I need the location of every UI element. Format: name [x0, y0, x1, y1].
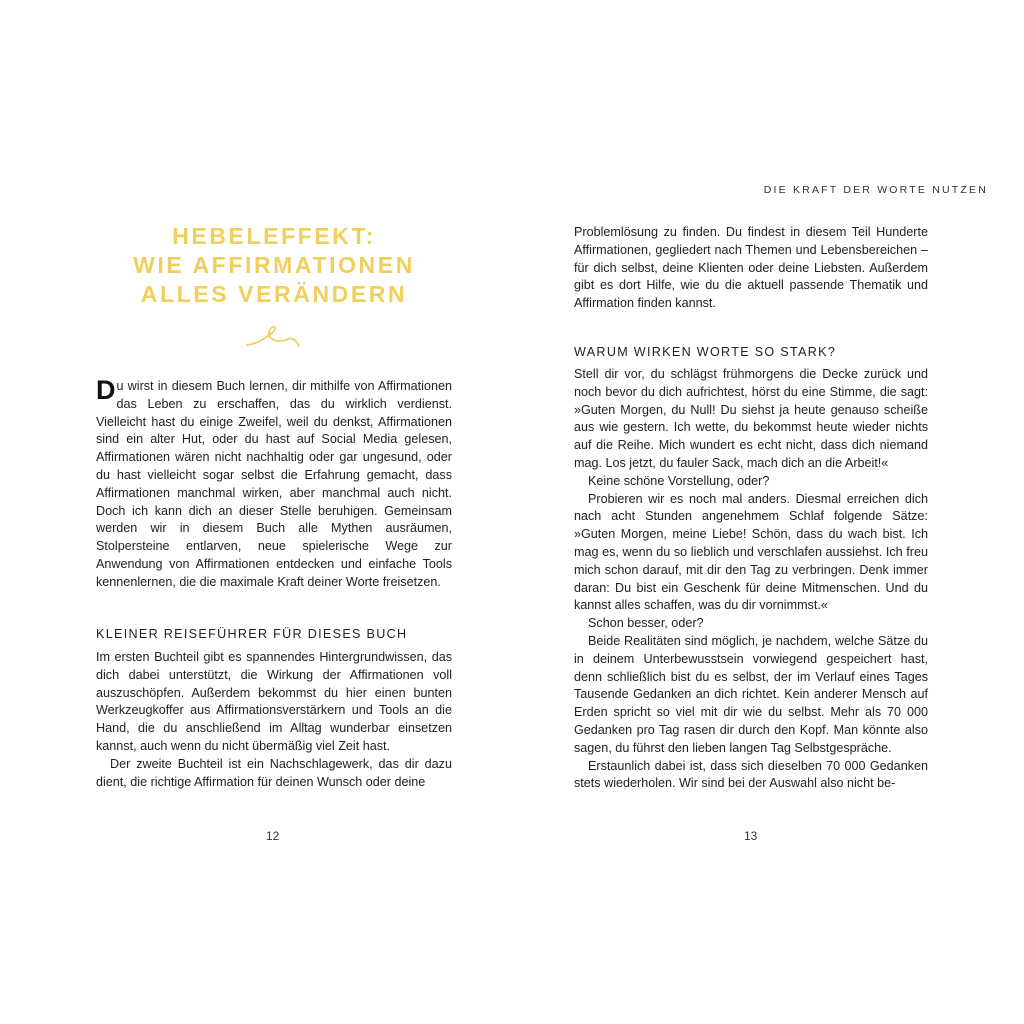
continuation-paragraph — [574, 224, 928, 313]
paragraph: Schon besser, oder? — [588, 616, 704, 631]
page-number-left: 12 — [266, 829, 280, 843]
intro-text: u wirst in diesem Buch lernen, dir mithilfe von Affirmationen das Leben zu erschaffen, das du wirklich verdienst. Vielleicht hast du einige Zweifel, weil du denkst, Affirmationen sind ein alter Hut, oder du hast auf Social Media gelesen, Affirmationen wären nicht nachhaltig oder gar ungesund, oder du hast vielleicht sogar selbst die Erfahrung gemacht, dass Affirmationen manchmal wirken, aber manchmal auch nicht. Doch ich kann dich an dieser Stelle beruhigen. Gemeinsam werden wir in diesem Buch alle Mythen ausräumen, Stolpersteine entlarven, neue spielerische Wege zur Anwendung von Affirmationen entdecken und einfache Tools kennenlernen, die die maximale Kraft deiner Worte freisetzen. — [96, 379, 452, 589]
drop-cap: D — [96, 375, 116, 405]
paragraph: Im ersten Buchteil gibt es spannendes Hintergrundwissen, das dich dabei unterstützt, die Wirkung der Affirmationen voll auszuschöpfen. Außerdem bekommst du hier einen bunten Werkzeugkoffer aus Affirmationsverstärkern und Tools an die Hand, die du anschließend im Alltag wunderbar einsetzen kannst, auch wenn du nicht übermäßig viel Zeit hast. — [96, 650, 452, 753]
paragraph: Beide Realitäten sind möglich, je nachdem, welche Sätze du in deinem Unterbewusstsein vorwiegend gespeichert hast, denn schließlich bist du es selbst, der im Verlauf eines Tages Tausende Gedanken an dich richtet. Kein anderer Mensch auf Erden spricht so viel mit dir wie du selbst. Mehr als 70 000 Gedanken pro Tag rasen dir durch den Kopf. Man könnte also sagen, du führst den lieben langen Tag Selbstgespräche. — [574, 633, 928, 755]
swirl-ornament-icon — [244, 322, 304, 352]
chapter-title — [96, 222, 452, 309]
chapter-title-line-3: ALLES VERÄNDERN — [140, 281, 408, 307]
right-page — [512, 0, 1024, 1024]
section-heading-worte: WARUM WIRKEN WORTE SO STARK? — [574, 345, 837, 359]
chapter-title-line-2: WIE AFFIRMATIONEN — [133, 252, 415, 278]
section-body-left — [96, 649, 452, 791]
section-body-right — [574, 366, 928, 793]
running-header: DIE KRAFT DER WORTE NUTZEN — [763, 184, 988, 196]
intro-paragraph — [96, 375, 452, 592]
paragraph: Der zweite Buchteil ist ein Nachschlagewerk, das dir dazu dient, die richtige Affirmation für deinen Wunsch oder deine — [96, 756, 452, 789]
paragraph: Erstaunlich dabei ist, dass sich dieselben 70 000 Gedanken stets wiederholen. Wir sind bei der Auswahl also nicht be- — [574, 758, 928, 791]
page-number-right: 13 — [744, 829, 758, 843]
paragraph: Stell dir vor, du schlägst frühmorgens die Decke zurück und noch bevor du dich aufrichtest, hörst du eine Stimme, die sagt: »Guten Morgen, du Null! Du siehst ja heute genauso scheiße aus wie gestern. Ich wette, du bekommst heute wieder nichts auf die Reihe. Mich wundert es echt nicht, dass dich niemand mag. Los jetzt, du fauler Sack, mach dich an die Arbeit!« — [574, 367, 928, 470]
section-heading-reisefuehrer: KLEINER REISEFÜHRER FÜR DIESES BUCH — [96, 627, 408, 641]
paragraph: Keine schöne Vorstellung, oder? — [588, 473, 770, 488]
paragraph: Probieren wir es noch mal anders. Diesmal erreichen dich nach acht Stunden angenehmem Schlaf folgende Sätze: »Guten Morgen, meine Liebe! Schön, dass du wach bist. Ich mag es, wenn du so lieblich und verschlafen aussiehst. Ich freu mich schon darauf, mit dir den Tag zu verbringen. Denk immer daran: Du bist ein Geschenk für deine Mitmenschen. Und du kannst alles schaffen, was du dir vornimmst.« — [574, 491, 928, 613]
chapter-title-line-1: HEBELEFFEKT: — [172, 223, 376, 249]
paragraph: Problemlösung zu finden. Du findest in diesem Teil Hunderte Affirmationen, gegliedert nach Themen und Lebensbereichen – für dich selbst, deine Klienten oder deine Liebsten. Außerdem gibt es dort Hilfe, wie du die aktuell passende Thematik und Affirmation finden kannst. — [574, 225, 928, 311]
